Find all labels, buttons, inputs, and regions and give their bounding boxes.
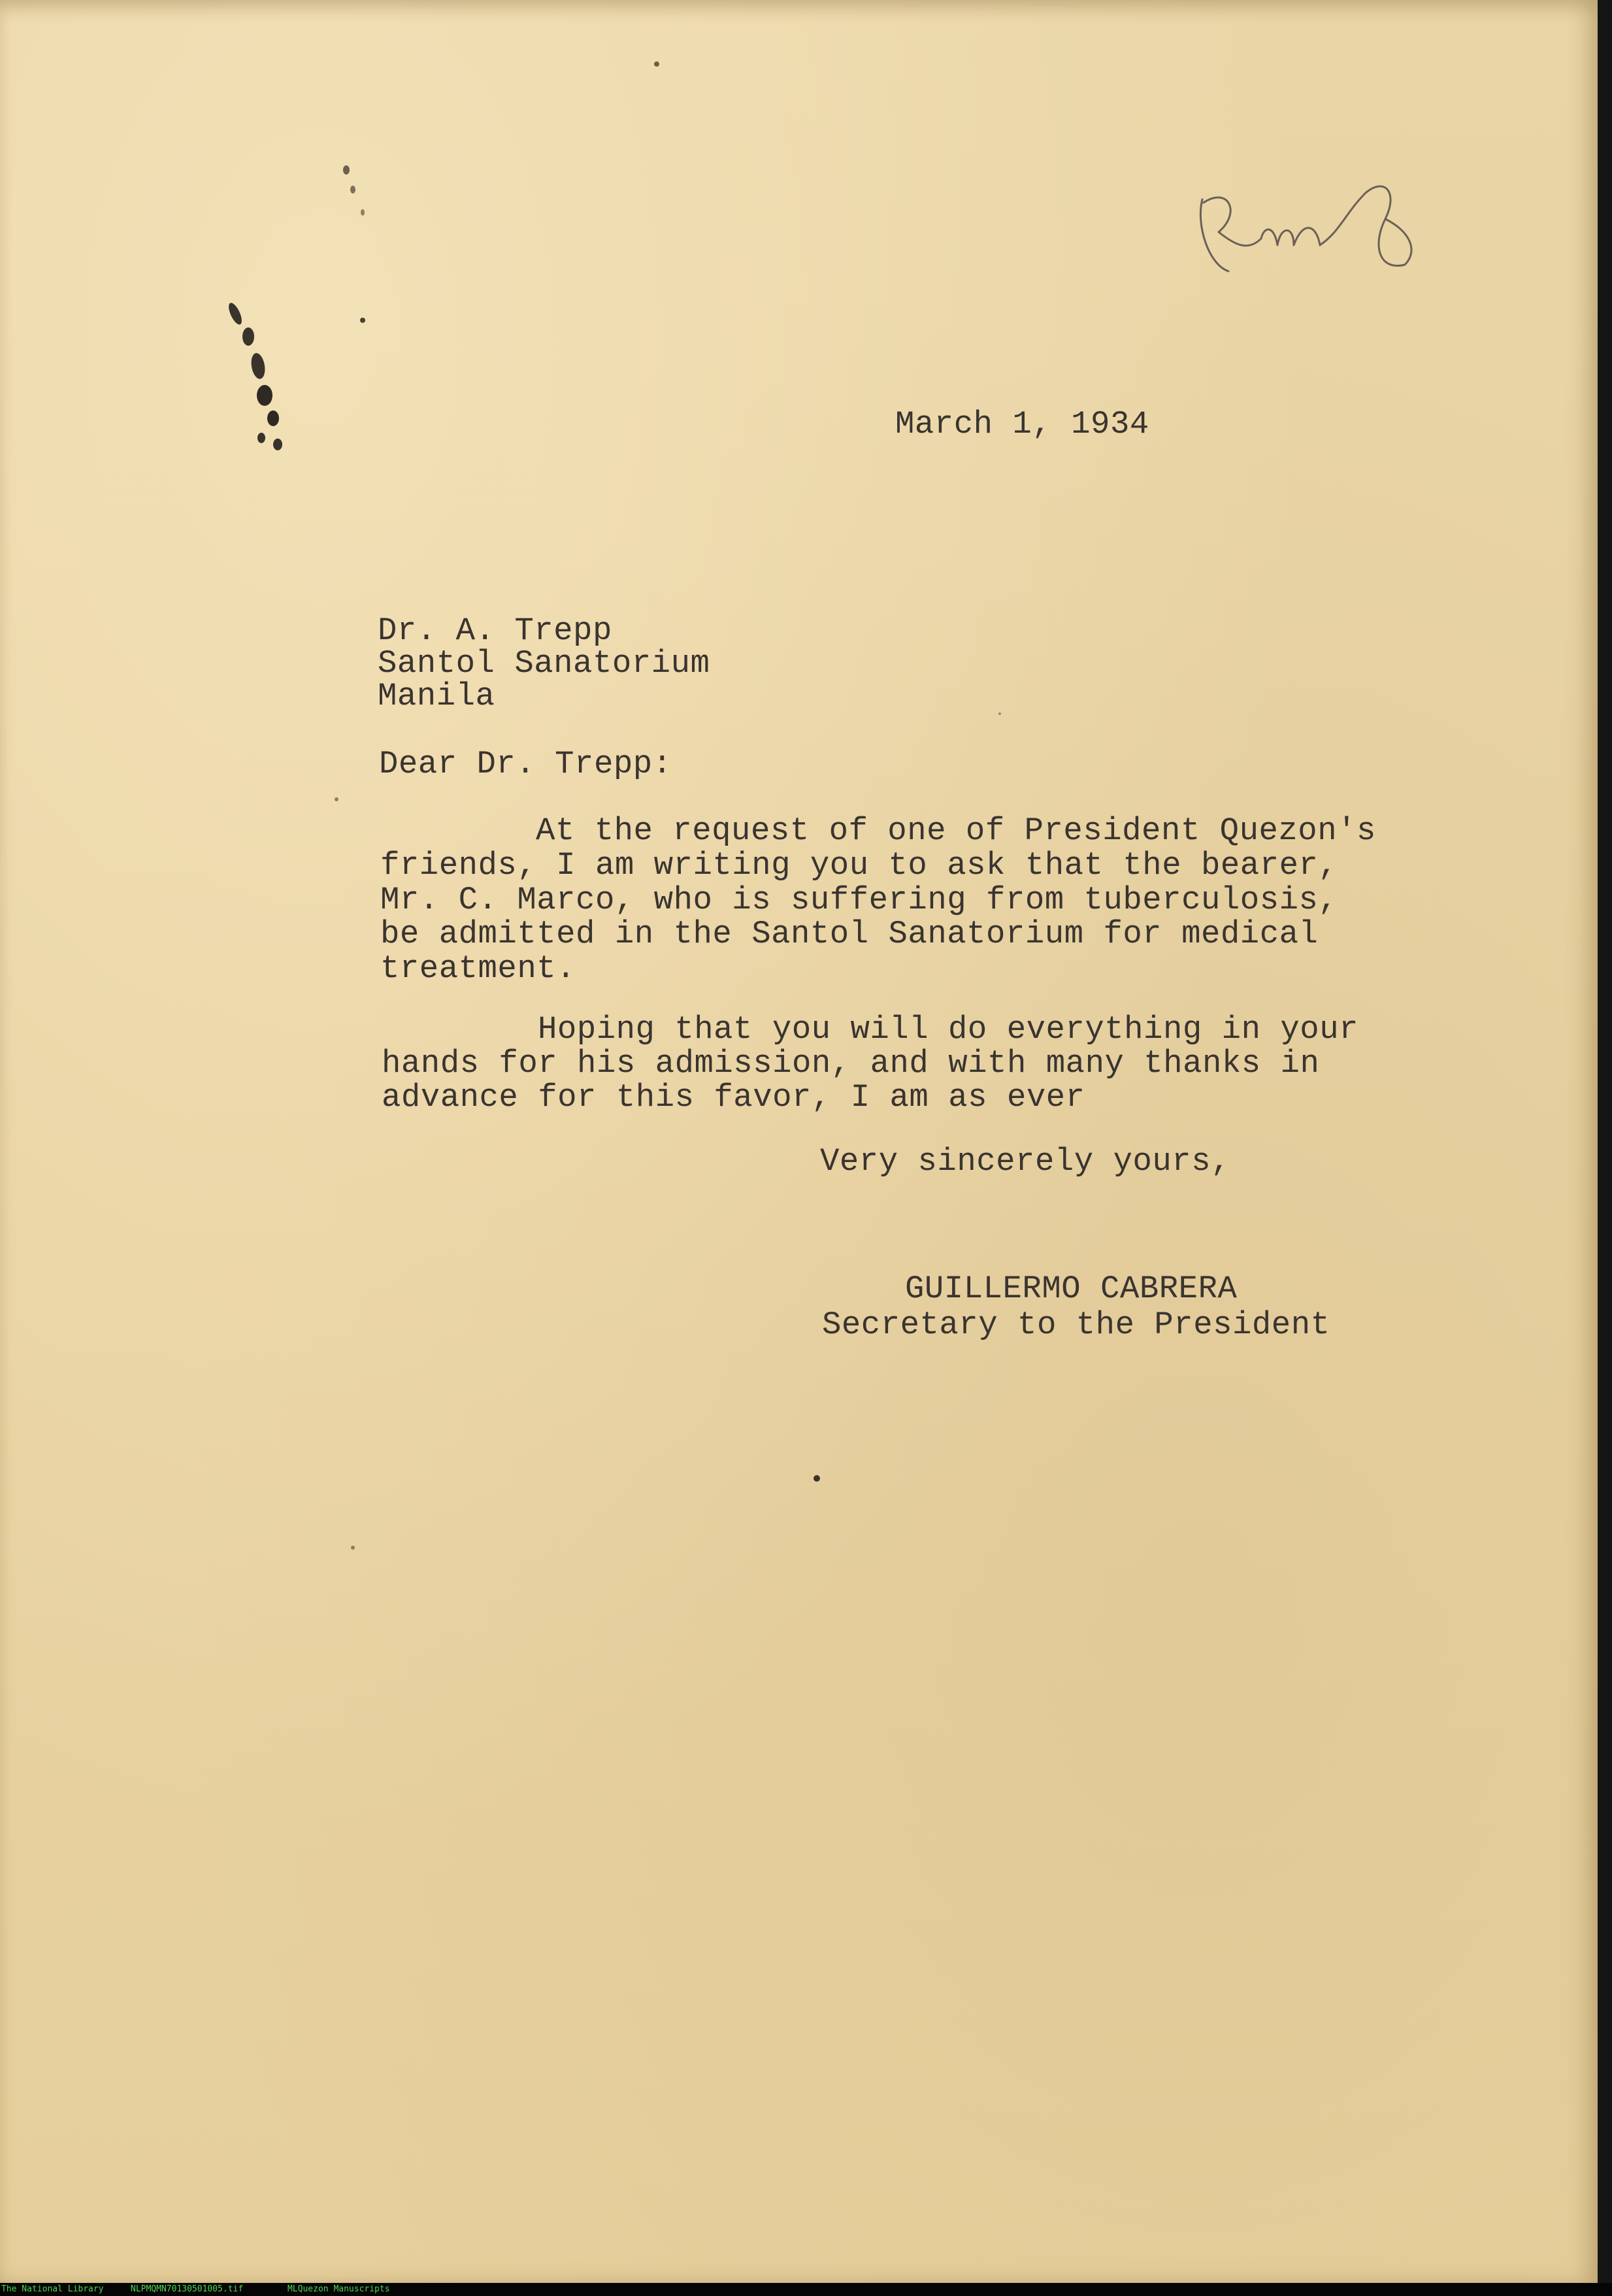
- recipient-city: Manila: [378, 678, 495, 714]
- paragraph-1-line-3: Mr. C. Marco, who is suffering from tuberculosis,: [380, 882, 1338, 918]
- paragraph-1-line-4: be admitted in the Santol Sanatorium for medical: [380, 916, 1319, 952]
- closing: Very sincerely yours,: [820, 1143, 1231, 1180]
- salutation: Dear Dr. Trepp:: [379, 746, 672, 782]
- recipient-institution: Santol Sanatorium: [378, 645, 710, 682]
- signatory-name: GUILLERMO CABRERA: [905, 1271, 1238, 1307]
- paragraph-1-line-5: treatment.: [380, 950, 576, 987]
- footer-file: NLPMQMN70130501005.tif: [131, 2284, 244, 2294]
- paragraph-2-line-2: hands for his admission, and with many thanks in: [382, 1045, 1320, 1082]
- recipient-name: Dr. A. Trepp: [378, 612, 612, 649]
- footer-collection: MLQuezon Manuscripts: [288, 2284, 390, 2294]
- footer-library: The National Library: [1, 2284, 104, 2294]
- handwritten-initials: [1189, 173, 1424, 284]
- paragraph-2-line-1: Hoping that you will do everything in your: [538, 1011, 1359, 1048]
- paragraph-1-line-2: friends, I am writing you to ask that the bearer,: [380, 847, 1338, 884]
- scan-edge: [1598, 0, 1612, 2283]
- paragraph-1-line-1: At the request of one of President Quezon's: [536, 812, 1376, 849]
- ink-stain-marks: [196, 150, 366, 542]
- paragraph-2-line-3: advance for this favor, I am as ever: [382, 1079, 1085, 1116]
- letter-date: March 1, 1934: [895, 406, 1149, 442]
- signatory-title: Secretary to the President: [822, 1306, 1330, 1343]
